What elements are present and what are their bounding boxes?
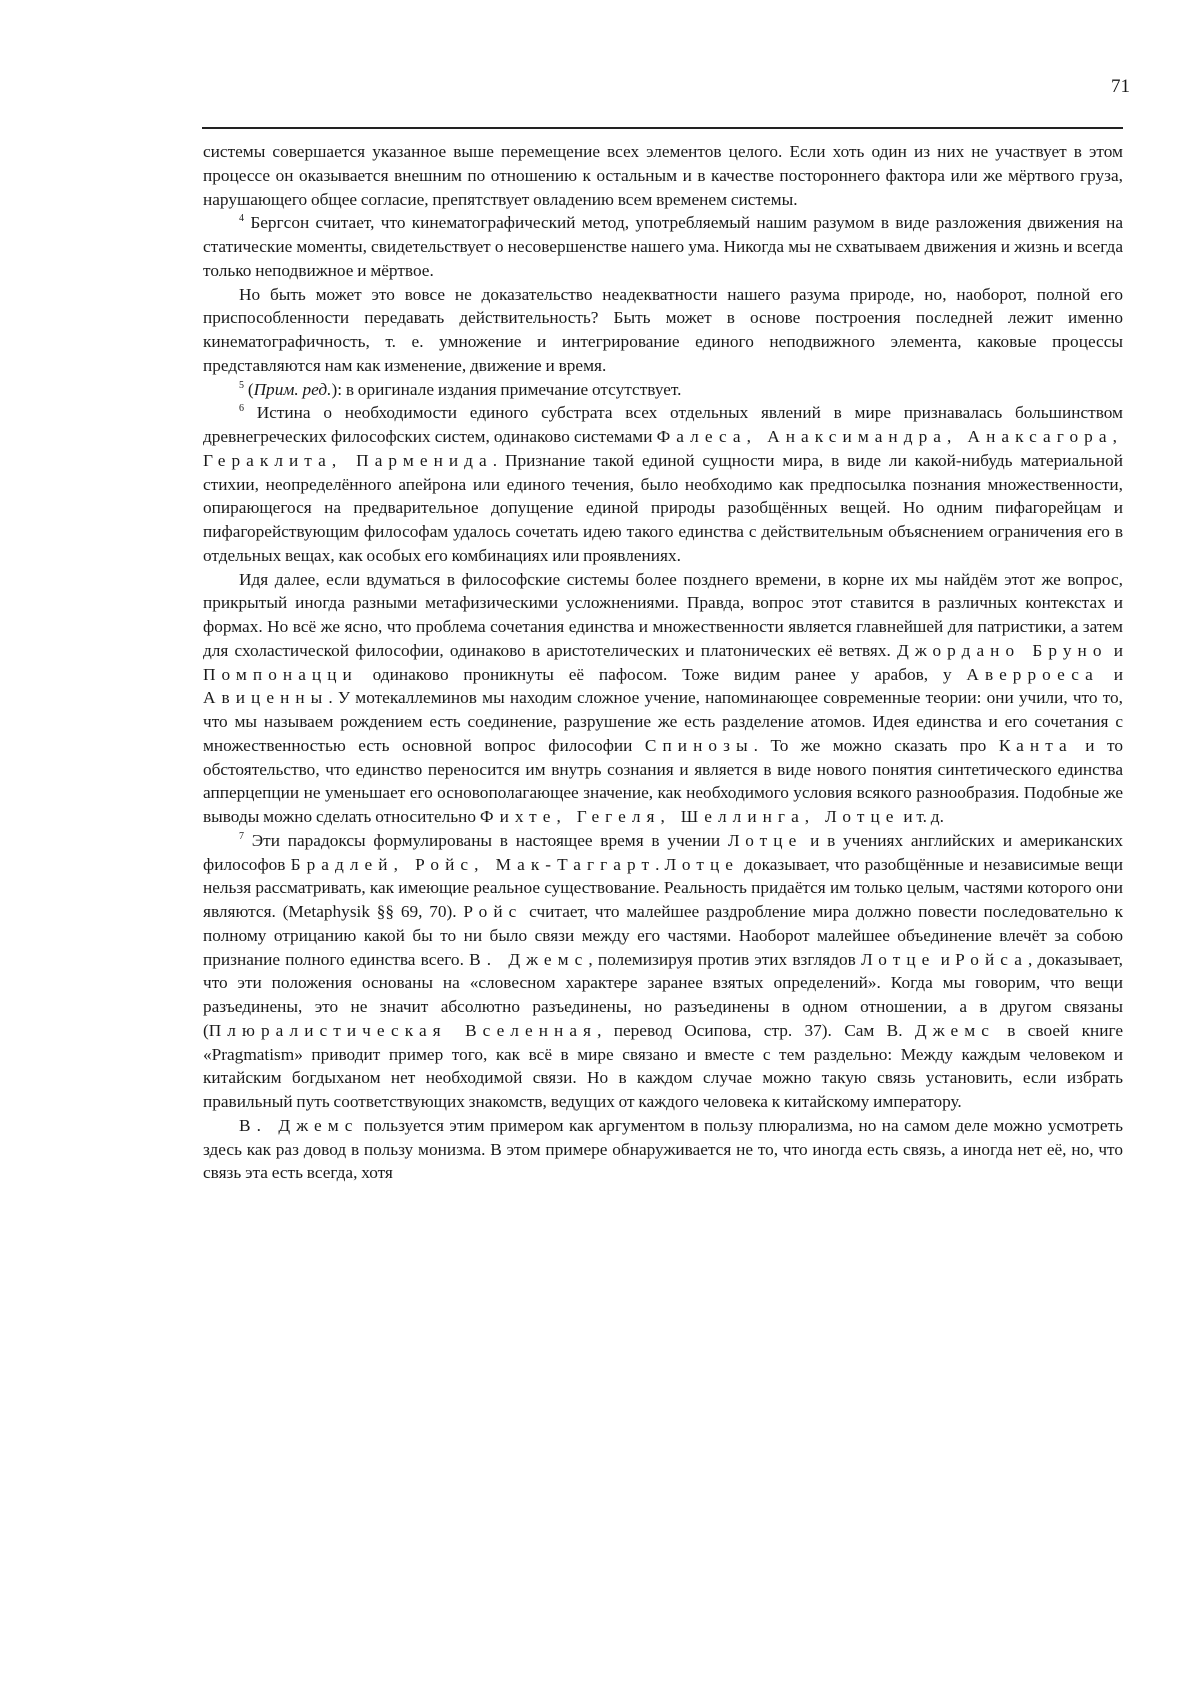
spaced-name: В. Джемс — [469, 949, 589, 969]
spaced-name: Лотце — [727, 830, 803, 850]
footnote-4: $^4$ Бергсон считает, что кинематографический метод, употребляемый нашим разумом в виде разложения движения на статические моменты, свидетельствует о несовершенстве нашего ума. Никогда мы не схватываем движения и жизнь и всегда только неподвижное и мёртвое. — [203, 213, 1123, 280]
editor-note-abbr: Прим. ред. — [253, 379, 332, 399]
spaced-name: Джордано Бруно — [897, 640, 1108, 660]
spaced-name: Аверроеса — [966, 664, 1099, 684]
header-rule — [202, 127, 1123, 129]
spaced-name: Фихте, Гегеля, Шеллинга, Лотце — [479, 807, 900, 826]
footnote-marker: 6 — [239, 403, 244, 415]
page-number: 71 — [1111, 76, 1130, 97]
spaced-name: Ройс — [463, 902, 523, 921]
spaced-name: Лотце — [860, 949, 936, 969]
spaced-name: Джемс — [914, 1020, 995, 1040]
spaced-name: Ройса — [955, 949, 1028, 969]
spaced-names: Фалеса, Анаксимандра, Анаксагора, Гераклита, Парменида — [203, 427, 1123, 470]
spaced-name: Брадлей, Ройс, Мак-Таггарт — [290, 854, 656, 874]
footnote-marker: 5 — [239, 379, 244, 391]
spaced-name: Лотце — [664, 854, 739, 874]
spaced-title: Плюралистическая Вселенная — [208, 1020, 598, 1040]
paragraph-cinematographic: Но быть может это вовсе не доказательство неадекватности нашего разума природе, но, наоборот, полной его приспособленности передавать действительность? Быть может в основе построения последней лежит именно кинематографичность, т. е. умножение и интегрирование единого неподвижного элемента, каковые процессы представляются нам как изменение, движение и время. — [203, 284, 1123, 375]
paragraph-system-continuation: системы совершается указанное выше перемещение всех элементов целого. Если хоть один из них не участвует в этом процессе он оказывается внешним по отношению к остальным и в качестве постороннего фактора или же мёртвого груза, нарушающего общее согласие, препятствует овладению всем временем системы. — [203, 142, 1123, 209]
footnote-6: $^6$ Истина о необходимости единого субстрата всех отдельных явлений в мире признавалась большинством древнегреческих философских систем, одинаково системами Фалеса, Анаксимандра, Анаксагора, Гераклита, Парменида. Признание такой единой сущности мира, в виде ли какой-нибудь материальной стихии, неопределённого апейрона или единого течения, было необходимо как предпосылка познания множественности, опирающегося на предварительное допущение единой природы разобщённых вещей. Но одним пифагорейцам и пифагорействующим философам удалось сочетать идею такого единства с действительным объяснением ограничения его в отдельных вещах, как особых его комбинациях или проявлениях. — [203, 403, 1123, 565]
footnote-7: $^7$ Эти парадоксы формулированы в настоящее время в учении Лотце и в учениях английских и американских философов Брадлей, Ройс, Мак-Таггарт. Лотце доказывает, что разобщённые и независимые вещи нельзя рассматривать, как имеющие реальное существование. Реальность придаётся им только целым, частями которого они являются. (Metaphysik §§ 69, 70). Ройс считает, что малейшее раздробление мира должно повести последовательно к полному отрицанию какой бы то ни было связи между его частями. Наоборот малейшее объединение влечёт за собою признание полного единства всего. В. Джемс, полемизируя против этих взглядов Лотце и Ройса, доказывает, что эти положения основаны на «словесном характере заранее взятых определений». Когда мы говорим, что вещи разъединены, это не значит абсолютно разъединены, но разъединены в одном отношении, а в другом связаны (Плюралистическая Вселенная, перевод Осипова, стр. 37). Сам В. Джемс в своей книге «Pragmatism» приводит пример того, как всё в мире связано и вместе с тем раздельно: Между каждым человеком и китайским богдыханом нет необходимой связи. Но в каждом случае можно такую связь установить, если избрать правильный путь соответствующих знакомств, ведущих от каждого человека к китайскому императору. — [203, 830, 1124, 1111]
body-text — [203, 140, 1123, 1185]
spaced-name: Спинозы — [644, 735, 754, 755]
footnote-5: $^5$ (Прим. ред.): в оригинале издания примечание отсутствует. — [239, 379, 682, 399]
paragraph-later-systems: Идя далее, если вдуматься в философские системы более позднего времени, в корне их мы найдём этот же вопрос, прикрытый иногда разными метафизическими усложнениями. Правда, вопрос этот ставится в различных контекстах и формах. Но всё же ясно, что проблема сочетания единства и множественности является главнейшей для патристики, а затем для схоластической философии, одинаково в аристотелических и платонических её ветвях. Джордано Бруно и Помпонацци одинаково проникнуты её пафосом. Тоже видим ранее у арабов, у Аверроеса и Авиценны. У мотекаллеминов мы находим сложное учение, напоминающее современные теории: они учили, что то, что мы называем рождением есть соединение, разрушение же есть разделение атомов. Идея единства и его сочетания с множественностью есть основной вопрос философии Спинозы. То же можно сказать про Канта и то обстоятельство, что единство переносится им внутрь сознания и является в виде нового понятия синтетического единства апперцепции не уменьшает его основополагающее значение, как необходимого условия всякого разнообразия. Подобные же выводы можно сделать относительно Фихте, Гегеля, Шеллинга, Лотце и т. д. — [203, 569, 1124, 826]
spaced-name: Канта — [998, 735, 1073, 755]
footnote-marker: 7 — [239, 830, 244, 842]
paragraph-james-example: В. Джемс пользуется этим примером как аргументом в пользу плюрализма, но на самом деле можно усмотреть здесь как раз довод в пользу монизма. В этом примере обнаруживается не то, что иногда есть связь, а иногда нет её, но, что связь эта есть всегда, хотя — [203, 1115, 1123, 1183]
footnote-marker: 4 — [239, 213, 244, 225]
spaced-name: В. Джемс — [239, 1115, 359, 1135]
spaced-name: Помпонацци — [203, 664, 358, 684]
spaced-name: Авиценны — [203, 688, 329, 708]
